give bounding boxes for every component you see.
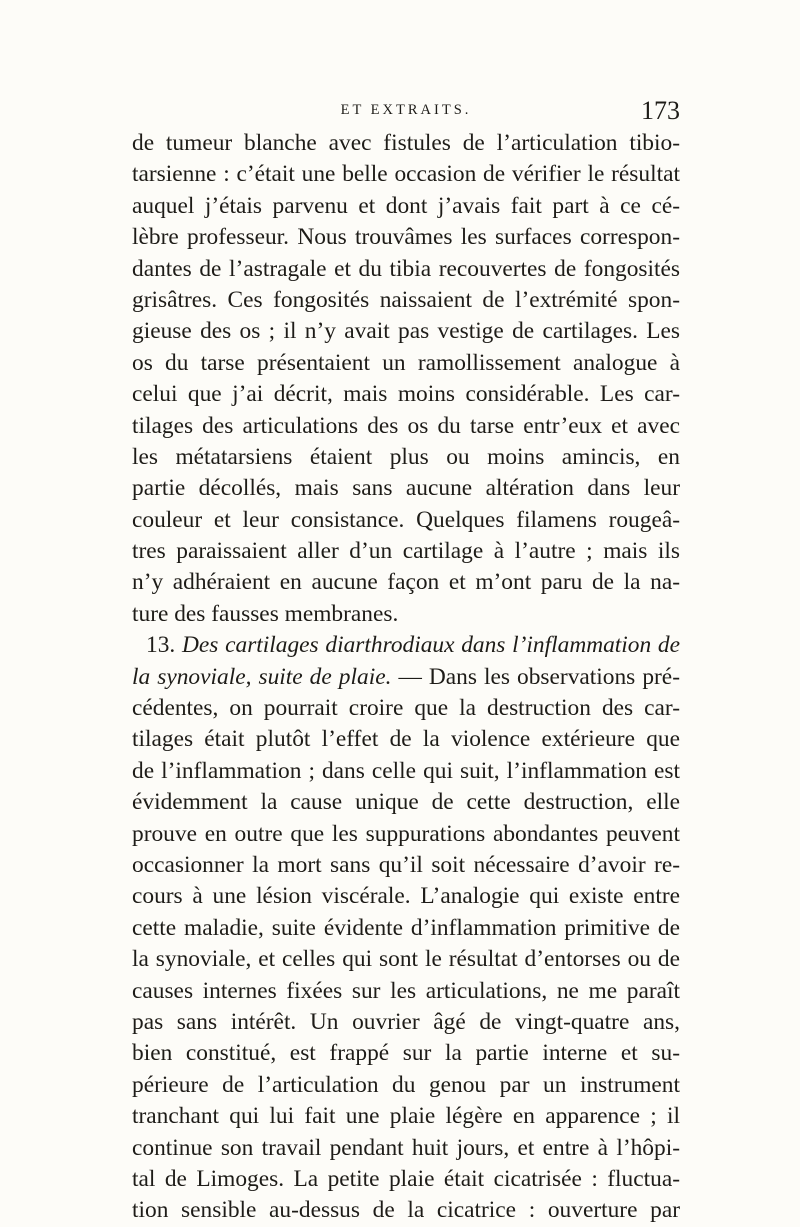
- text-line: tilages était plutôt l’effet de la violence extérieure que: [132, 726, 680, 753]
- text-line: périeure de l’articulation du genou par un instrument: [132, 1071, 680, 1098]
- text-line: pas sans intérêt. Un ouvrier âgé de vingt-quatre ans,: [132, 1008, 680, 1035]
- text-line: tion sensible au-dessus de la cicatrice : ouverture par: [132, 1197, 680, 1224]
- text-line: ture des fausses membranes.: [132, 600, 399, 627]
- text-line: tal de Limoges. La petite plaie était cicatrisée : fluctua-: [132, 1165, 680, 1192]
- text-line: cette maladie, suite évidente d’inflammation primitive de: [132, 914, 680, 941]
- text-line: prouve en outre que les suppurations abondantes peuvent: [132, 820, 680, 847]
- section-title-tail: — Dans les observations pré-: [398, 663, 680, 690]
- text-line: cédentes, on pourrait croire que la destruction des car-: [132, 695, 680, 722]
- text-line: tres paraissaient aller d’un cartilage à l’autre ; mais ils: [132, 538, 680, 565]
- text-line: tilages des articulations des os du tarse entr’eux et avec: [132, 412, 680, 439]
- text-line: tarsienne : c’était une belle occasion de vérifier le résultat: [132, 161, 680, 188]
- text-line: gieuse des os ; il n’y avait pas vestige de cartilages. Les: [132, 318, 680, 345]
- text-line: os du tarse présentaient un ramollissement analogue à: [132, 349, 680, 376]
- text-line: partie décollés, mais sans aucune altération dans leur: [132, 475, 680, 502]
- section-heading-line: [132, 662, 680, 693]
- text-line: la synoviale, et celles qui sont le résultat d’entorses ou de: [132, 946, 680, 973]
- text-line: de tumeur blanche avec fistules de l’articulation tibio-: [132, 130, 680, 156]
- text-line: n’y adhéraient en aucune façon et m’ont paru de la na-: [132, 569, 680, 596]
- page-number: 173: [641, 96, 680, 125]
- section-title: Des cartilages diarthrodiaux dans l’inflammation de: [182, 632, 680, 659]
- text-line: occasionner la mort sans qu’il soit nécessaire d’avoir re-: [132, 851, 680, 878]
- text-line: les métatarsiens étaient plus ou moins amincis, en: [132, 443, 680, 470]
- running-head: [132, 96, 680, 130]
- text-line: bien constitué, est frappé sur la partie interne et su-: [132, 1040, 680, 1067]
- section-title: la synoviale, suite de plaie.: [132, 663, 392, 690]
- text-line: de l’inflammation ; dans celle qui suit, l’inflammation est: [132, 757, 680, 784]
- text-line: tranchant qui lui fait une plaie légère en apparence ; il: [132, 1103, 680, 1130]
- text-line: évidemment la cause unique de cette destruction, elle: [132, 789, 680, 816]
- body-text: [132, 128, 680, 1227]
- section-heading-line: [132, 630, 680, 661]
- text-line: lèbre professeur. Nous trouvâmes les surfaces correspon-: [132, 224, 680, 251]
- section-number: 13.: [146, 632, 176, 659]
- text-line: auquel j’étais parvenu et dont j’avais fait part à ce cé-: [132, 192, 680, 219]
- text-line: dantes de l’astragale et du tibia recouvertes de fongosités: [132, 255, 680, 282]
- text-line: cours à une lésion viscérale. L’analogie qui existe entre: [132, 883, 680, 910]
- running-title: ET EXTRAITS.: [340, 102, 472, 118]
- text-line: continue son travail pendant huit jours, et entre à l’hôpi-: [132, 1134, 680, 1161]
- text-line: couleur et leur consistance. Quelques filamens rougeâ-: [132, 506, 680, 533]
- text-line: celui que j’ai décrit, mais moins considérable. Les car-: [132, 381, 680, 408]
- text-line: causes internes fixées sur les articulations, ne me paraît: [132, 977, 680, 1004]
- text-line: grisâtres. Ces fongosités naissaient de l’extrémité spon-: [132, 286, 680, 313]
